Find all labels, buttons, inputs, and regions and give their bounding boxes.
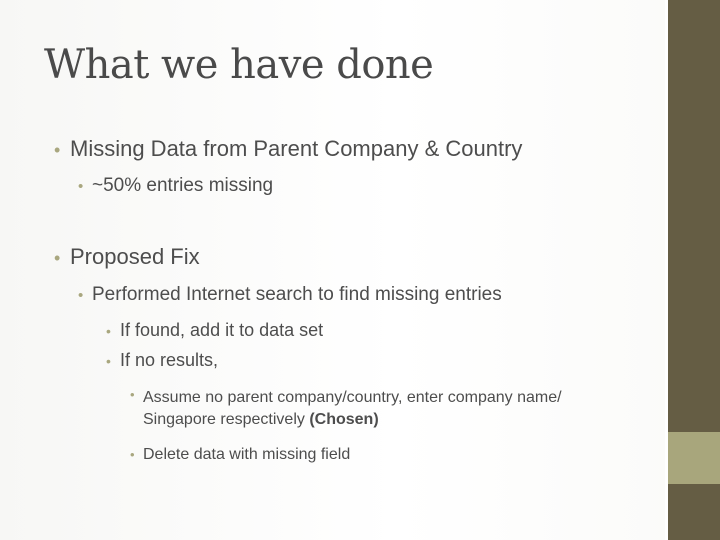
- bullet-entries-missing: [78, 175, 273, 197]
- bullet-icon: •: [78, 178, 84, 195]
- bullet-text: Missing Data from Parent Company & Country: [70, 136, 523, 161]
- sidebar-accent-block: [668, 432, 720, 484]
- bullet-icon: •: [78, 287, 84, 304]
- bullet-if-no-results: [106, 350, 218, 371]
- bullet-icon: •: [106, 353, 111, 369]
- bullet-icon: •: [54, 140, 61, 160]
- bullet-text: ~50% entries missing: [92, 175, 274, 196]
- bullet-text: Performed Internet search to find missing entries: [92, 284, 502, 305]
- chosen-label: (Chosen): [309, 411, 379, 428]
- bullet-text: Proposed Fix: [70, 244, 200, 269]
- bullet-icon: •: [130, 387, 135, 402]
- bullet-missing-data: [54, 136, 522, 162]
- bullet-text-wrap: [143, 387, 633, 431]
- slide-title: What we have done: [44, 42, 434, 88]
- bullet-assume-no-parent: [130, 387, 633, 431]
- bullet-internet-search: [78, 284, 502, 306]
- bullet-icon: •: [106, 323, 111, 339]
- bullet-icon: •: [54, 248, 61, 268]
- bullet-if-found: [106, 320, 323, 341]
- bullet-text: If found, add it to data set: [120, 320, 324, 340]
- bullet-proposed-fix: [54, 244, 200, 270]
- bullet-icon: •: [130, 447, 135, 462]
- bullet-text: If no results,: [120, 350, 219, 370]
- bullet-text: Assume no parent company/country, enter company name/ Singapore respectively: [143, 389, 562, 428]
- bullet-delete-data: [130, 446, 350, 464]
- bullet-text: Delete data with missing field: [143, 446, 351, 463]
